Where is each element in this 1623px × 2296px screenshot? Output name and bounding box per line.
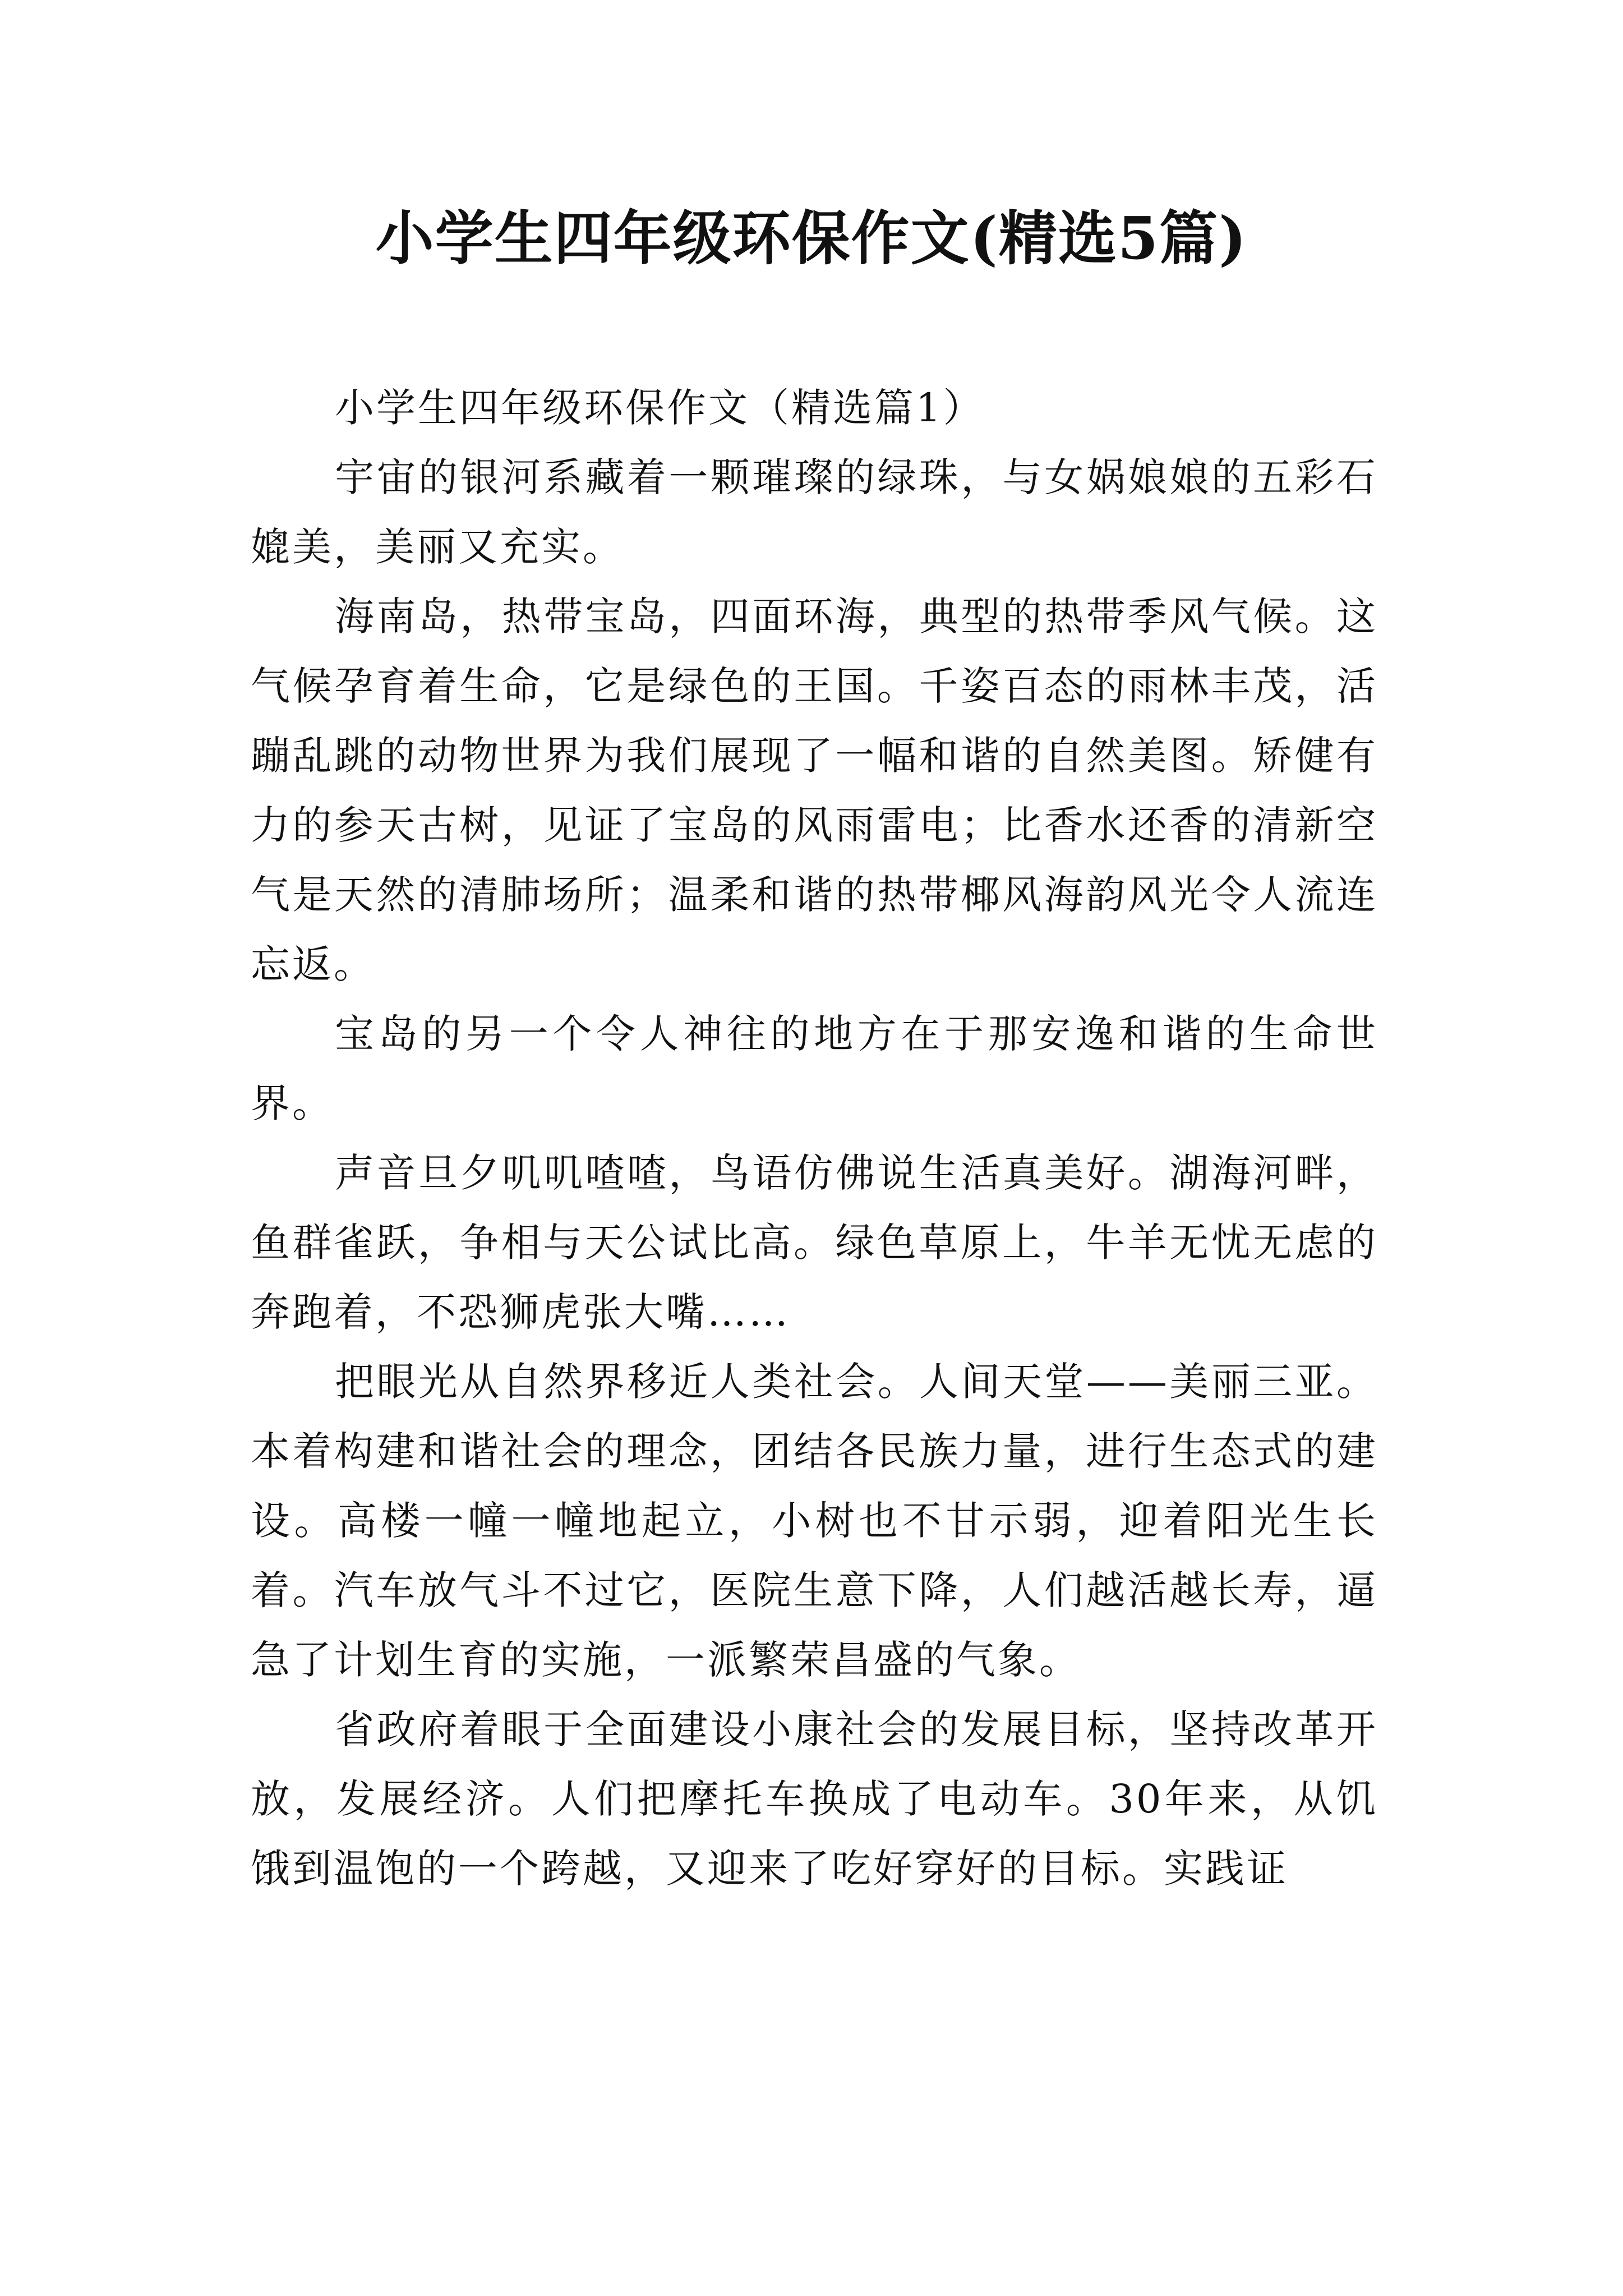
document-body [251,373,1378,1903]
paragraph-1: 宇宙的银河系藏着一颗璀璨的绿珠，与女娲娘娘的五彩石媲美，美丽又充实。 [251,454,1378,570]
paragraph-5: 把眼光从自然界移近人类社会。人间天堂——美丽三亚。本着构建和谐社会的理念，团结各民族力量，进行生态式的建设。高楼一幢一幢地起立，小树也不甘示弱，迎着阳光生长着。汽车放气斗不过它，医院生意下降，人们越活越长寿，逼急了计划生育的实施，一派繁荣昌盛的气象。 [251,1359,1378,1683]
paragraph-2: 海南岛，热带宝岛，四面环海，典型的热带季风气候。这气候孕育着生命，它是绿色的王国。千姿百态的雨林丰茂，活蹦乱跳的动物世界为我们展现了一幅和谐的自然美图。矫健有力的参天古树，见证了宝岛的风雨雷电；比香水还香的清新空气是天然的清肺场所；温柔和谐的热带椰风海韵风光令人流连忘返。 [251,593,1378,987]
paragraph-6: 省政府着眼于全面建设小康社会的发展目标，坚持改革开放，发展经济。人们把摩托车换成了电动车。30年来，从饥饿到温饱的一个跨越，又迎来了吃好穿好的目标。实践证 [251,1706,1378,1892]
paragraph-3: 宝岛的另一个令人神往的地方在于那安逸和谐的生命世界。 [251,1011,1378,1126]
section-heading: 小学生四年级环保作文（精选篇1） [335,385,985,431]
document-title: 小学生四年级环保作文(精选5篇) [375,204,1248,273]
paragraph-4: 声音旦夕叽叽喳喳，鸟语仿佛说生活真美好。湖海河畔，鱼群雀跃，争相与天公试比高。绿色草原上，牛羊无忧无虑的奔跑着，不恐狮虎张大嘴…… [251,1150,1378,1335]
